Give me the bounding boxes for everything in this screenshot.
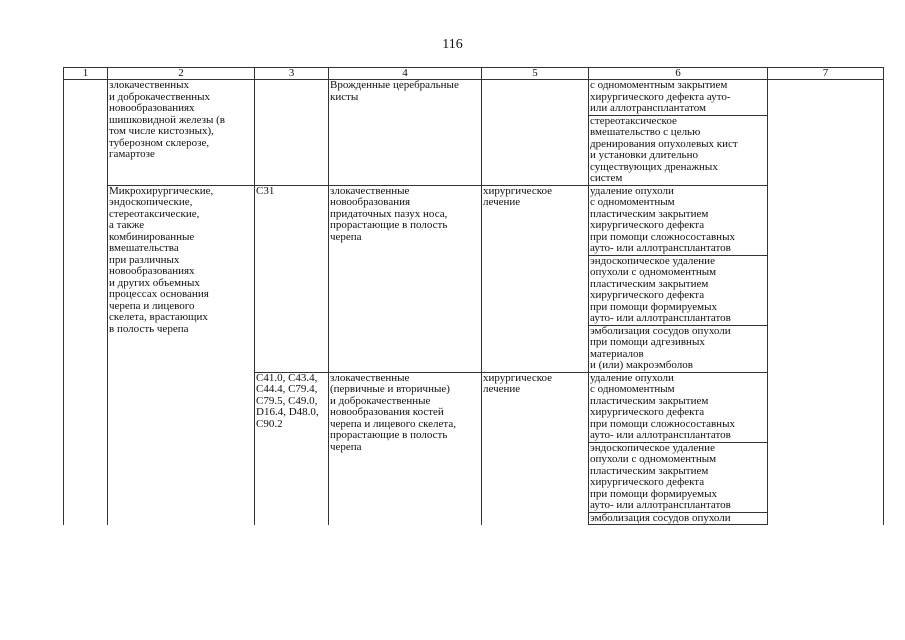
cell-line: прорастающие в полость — [330, 429, 448, 441]
col6-cell — [589, 255, 768, 325]
header-cell-2: 2 — [108, 68, 255, 80]
cell-line: гамартозе — [109, 148, 155, 160]
cell-line: хирургического дефекта — [590, 219, 705, 231]
col4-cell — [329, 80, 482, 186]
cell-line: пластическим закрытием — [590, 394, 709, 407]
cell-line: хирургического дефекта ауто- — [590, 90, 731, 103]
cell-line: при помощи адгезивных — [590, 336, 705, 348]
cell-line: Микрохирургические, — [109, 184, 214, 197]
cell-line: комбинированные — [109, 230, 195, 243]
cell-line: и других объемных — [109, 276, 200, 289]
cell-line: хирургическое — [483, 371, 553, 384]
page-number: 116 — [442, 37, 463, 52]
header-row — [64, 68, 884, 80]
cell-line: пластическим закрытием — [590, 207, 709, 220]
cell-line: эмболизация сосудов опухоли — [590, 324, 731, 337]
header-cell-4: 4 — [329, 68, 482, 80]
cell-line: при различных — [109, 253, 180, 266]
cell-line: C44.4, C79.4, — [256, 383, 318, 395]
cell-line: эндоскопические, — [109, 196, 193, 208]
cell-line: вмешательство с целью — [590, 126, 701, 138]
cell-line: стереотаксические, — [109, 207, 200, 220]
cell-line: хирургического дефекта — [590, 476, 705, 488]
cell-line: кисты — [330, 90, 359, 103]
cell-line: придаточных пазух носа, — [330, 207, 448, 220]
cell-line: ауто- или аллотрансплантатов — [590, 312, 731, 324]
col6-cell — [589, 115, 768, 185]
col6-cell — [589, 185, 768, 255]
header-cell-7: 7 — [768, 68, 884, 80]
cell-line: прорастающие в полость — [330, 219, 448, 231]
header-cell-3: 3 — [255, 68, 329, 80]
cell-line: злокачественных — [109, 79, 190, 91]
cell-line: опухоли с одномоментным — [590, 453, 717, 465]
cell-line: (первичные и вторичные) — [330, 383, 450, 395]
cell-line: туберозном склерозе, — [109, 136, 210, 149]
cell-line: дренирования опухолевых кист — [590, 137, 738, 150]
cell-line: черепа — [330, 440, 362, 453]
cell-line: с одномоментным закрытием — [590, 79, 728, 91]
cell-line: систем — [590, 172, 623, 184]
cell-line: ауто- или аллотрансплантатов — [590, 499, 731, 511]
cell-line: новообразования костей — [330, 406, 444, 418]
cell-line: черепа и лицевого — [109, 299, 195, 312]
col5-cell — [482, 372, 589, 525]
cell-line: эндоскопическое удаление — [590, 441, 715, 454]
col3-cell — [255, 372, 329, 525]
cell-line: новообразованиях — [109, 265, 195, 277]
col5-cell — [482, 80, 589, 186]
header-cell-1: 1 — [64, 68, 108, 80]
cell-line: C90.2 — [256, 417, 283, 430]
col6-cell — [589, 325, 768, 372]
cell-line: процессах основания — [109, 288, 209, 300]
cell-line: с одномоментным — [590, 383, 675, 395]
cell-line: или аллотрансплантатом — [590, 102, 707, 114]
cell-line: существующих дренажных — [590, 160, 718, 173]
col6-cell — [589, 512, 768, 525]
cell-line: при помощи формируемых — [590, 300, 718, 313]
cell-line: хирургическое — [483, 184, 553, 197]
col2-cell — [108, 185, 255, 525]
cell-line: и доброкачественные — [330, 394, 431, 407]
cell-line: при помощи сложносоставных — [590, 417, 735, 430]
cell-line: а также — [109, 219, 145, 231]
cell-line: и (или) макроэмболов — [590, 359, 693, 371]
cell-line: материалов — [590, 347, 644, 360]
cell-line: лечение — [483, 196, 521, 208]
cell-line: эмболизация сосудов опухоли — [590, 511, 731, 524]
cell-line: вмешательства — [109, 242, 179, 254]
cell-line: хирургического дефекта — [590, 289, 705, 301]
cell-line: черепа — [330, 230, 362, 243]
procedures-table — [63, 67, 884, 525]
cell-line: новообразования — [330, 196, 411, 208]
cell-line: пластическим закрытием — [590, 277, 709, 290]
cell-line: опухоли с одномоментным — [590, 266, 717, 278]
col4-cell — [329, 372, 482, 525]
cell-line: пластическим закрытием — [590, 464, 709, 477]
col7-cell — [768, 80, 884, 525]
cell-line: удаление опухоли — [590, 371, 674, 384]
cell-line: с одномоментным — [590, 196, 675, 208]
cell-line: C31 — [256, 184, 275, 197]
col2-cell — [108, 80, 255, 186]
cell-line: черепа и лицевого скелета, — [330, 417, 456, 430]
cell-line: лечение — [483, 383, 521, 395]
col6-cell — [589, 80, 768, 116]
cell-line: C79.5, C49.0, — [256, 394, 318, 407]
cell-line: при помощи сложносоставных — [590, 230, 735, 243]
col3-cell — [255, 185, 329, 372]
cell-line: Врожденные церебральные — [330, 79, 459, 91]
cell-line: ауто- или аллотрансплантатов — [590, 429, 731, 441]
header-cell-6: 6 — [589, 68, 768, 80]
cell-line: хирургического дефекта — [590, 406, 705, 418]
col5-cell — [482, 185, 589, 372]
cell-line: удаление опухоли — [590, 184, 674, 197]
cell-line: злокачественные — [330, 184, 410, 197]
cell-line: злокачественные — [330, 371, 410, 384]
cell-line: шишковидной железы (в — [109, 113, 225, 126]
cell-line: том числе кистозных), — [109, 125, 214, 137]
col3-cell — [255, 80, 329, 186]
cell-line: C41.0, C43.4, — [256, 371, 318, 384]
cell-line: D16.4, D48.0, — [256, 406, 319, 418]
table-row — [64, 185, 884, 255]
table-row — [64, 80, 884, 116]
col6-cell — [589, 372, 768, 442]
cell-line: и доброкачественных — [109, 90, 211, 103]
cell-line: в полость черепа — [109, 322, 189, 335]
cell-line: новообразованиях — [109, 102, 195, 114]
cell-line: и установки длительно — [590, 149, 698, 161]
cell-line: ауто- или аллотрансплантатов — [590, 242, 731, 254]
col1-cell — [64, 80, 108, 525]
col4-cell — [329, 185, 482, 372]
cell-line: при помощи формируемых — [590, 487, 718, 500]
header-cell-5: 5 — [482, 68, 589, 80]
cell-line: скелета, врастающих — [109, 311, 208, 323]
cell-line: стереотаксическое — [590, 114, 677, 127]
col6-cell — [589, 442, 768, 512]
cell-line: эндоскопическое удаление — [590, 254, 715, 267]
